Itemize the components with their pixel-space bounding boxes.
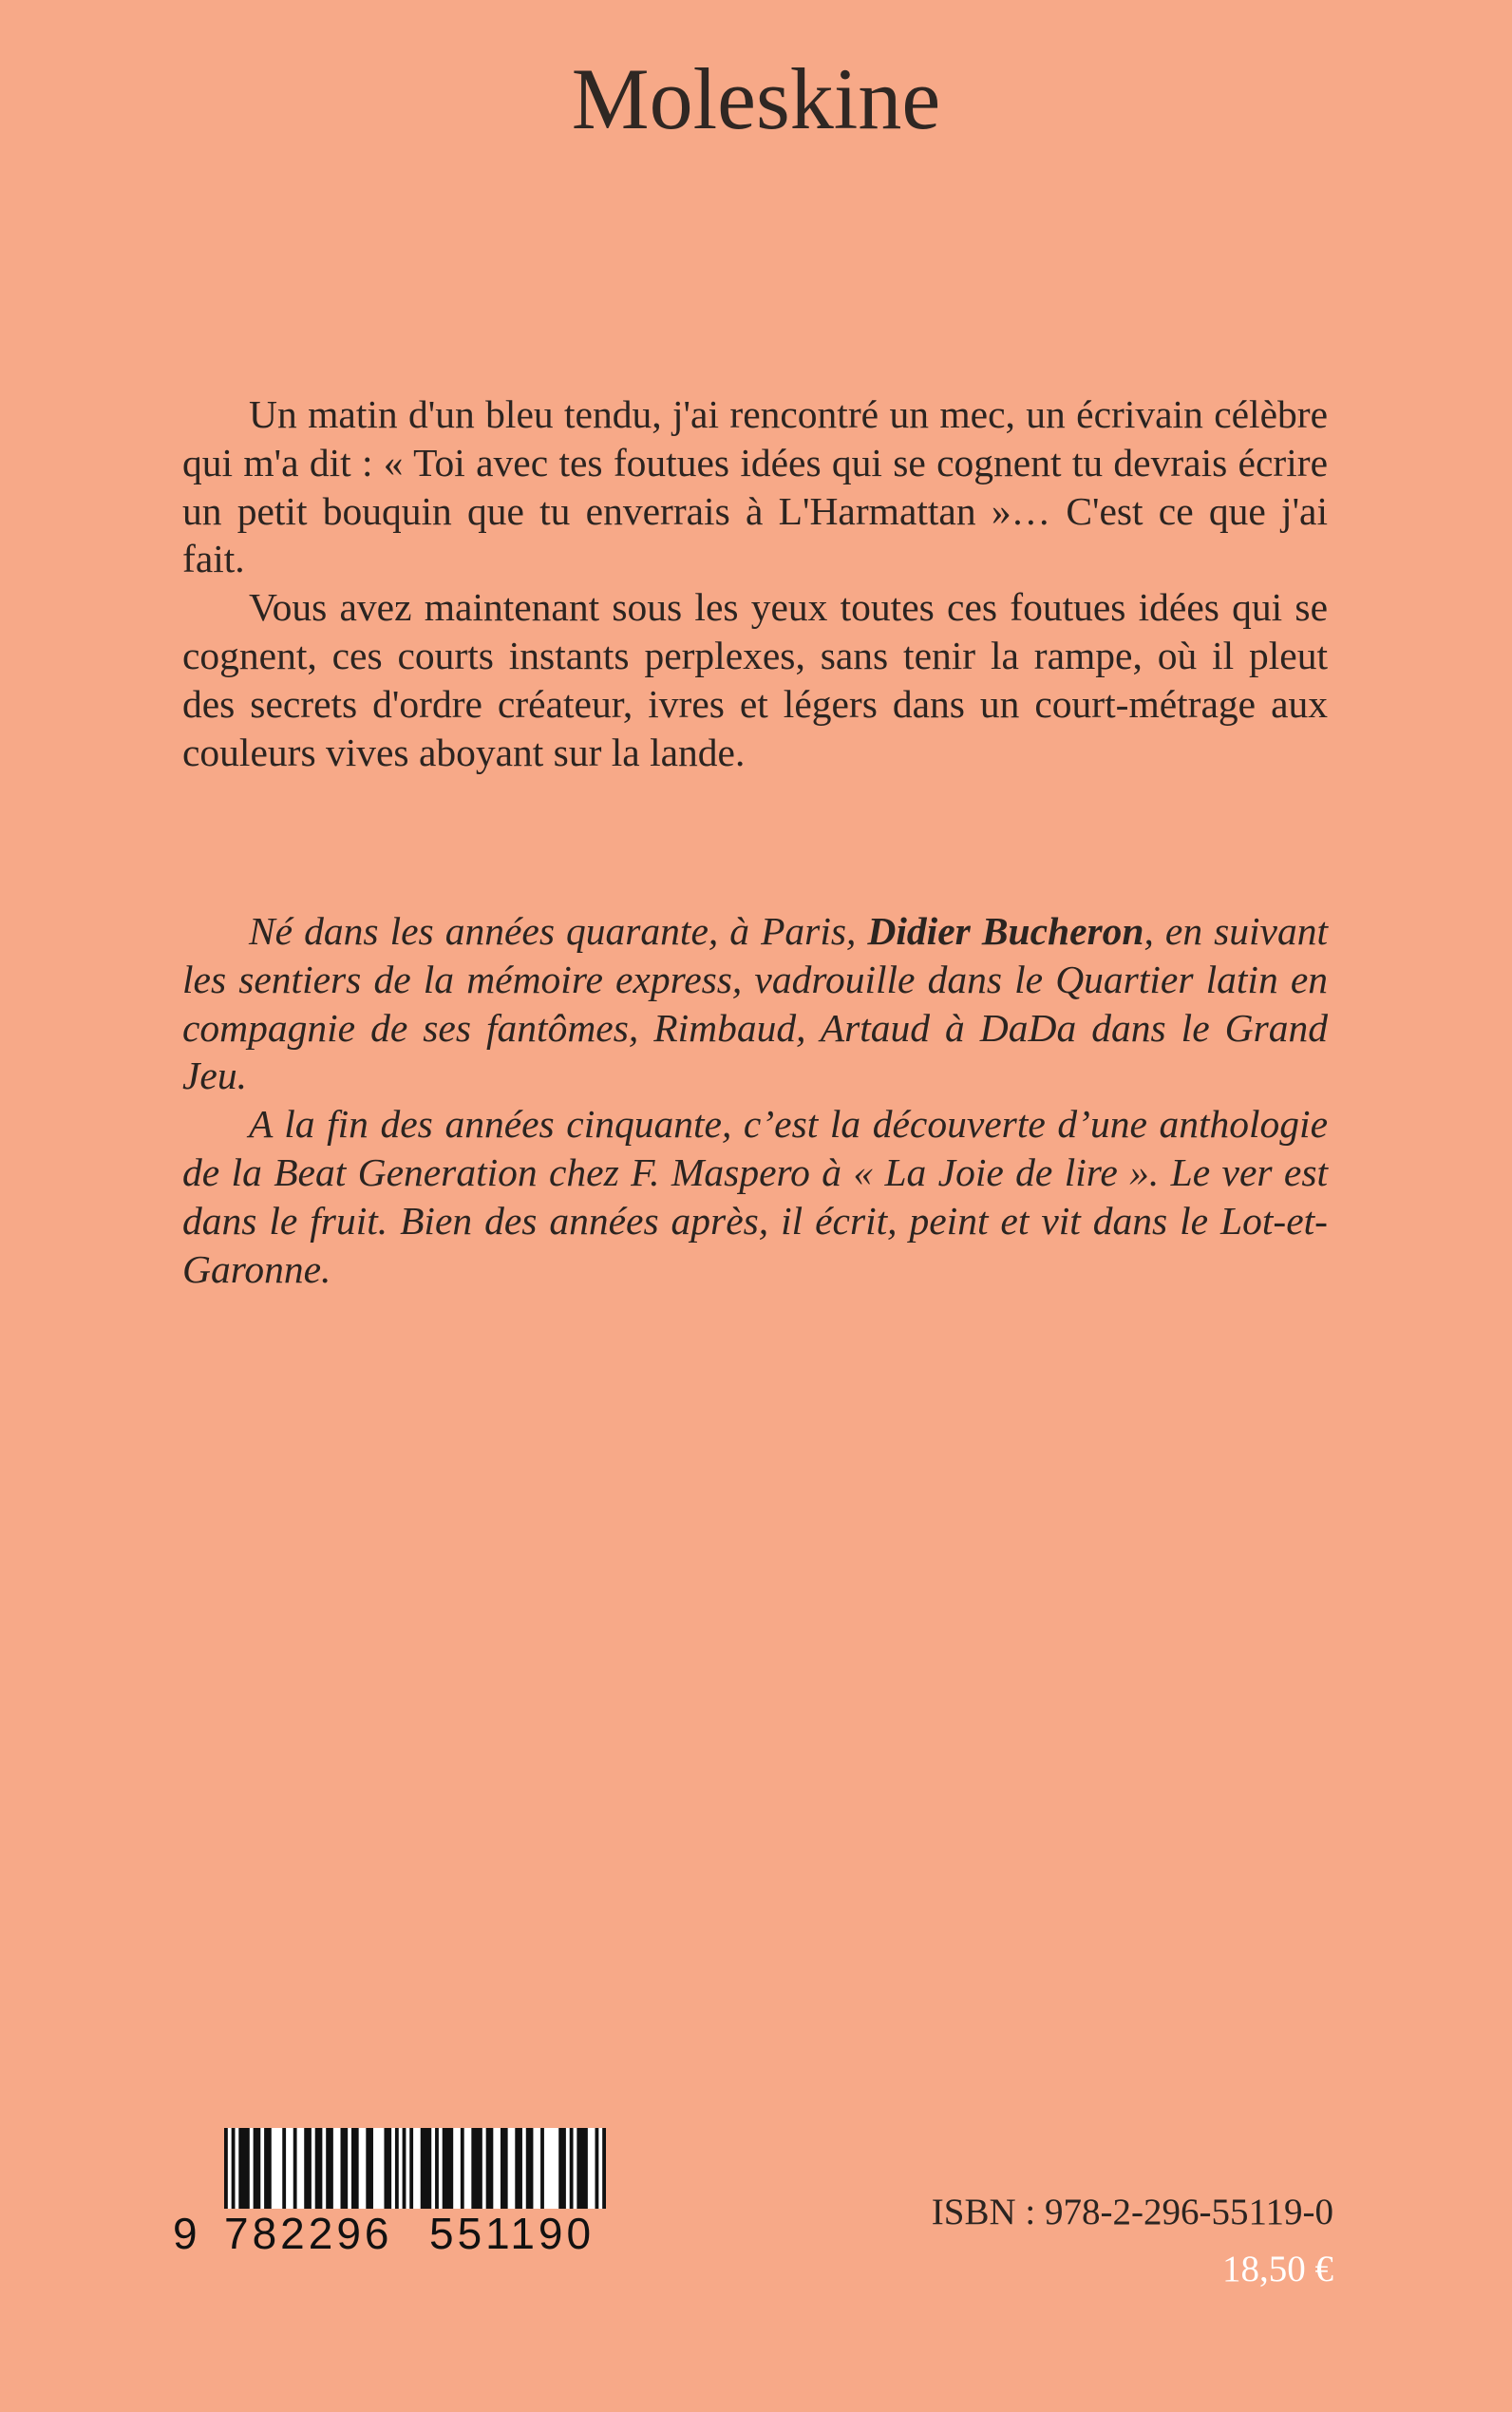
barcode-left-group: 782296 (224, 2209, 393, 2258)
isbn-number: ISBN : 978-2-296-55119-0 (931, 2192, 1333, 2232)
bio-paragraph-2: A la fin des années cinquante, c’est la découverte d’une anthologie de la Beat Generation chez F. Maspero à « La Joie de lire ». Le ver est dans le fruit. Bien des années après, il écrit, peint et vit dans le Lot-et-Garonne. (182, 1102, 1328, 1291)
bio-intro: Né dans les années quarante, à Paris, (249, 909, 868, 953)
barcode-right-group: 551190 (429, 2209, 595, 2258)
blurb-paragraph-2: Vous avez maintenant sous les yeux toutes ces foutues idées qui se cognent, ces courts instants perplexes, sans tenir la rampe, où il pleut des secrets d'ordre créateur, ivres et légers dans un court-métrage aux couleurs vives aboyant sur la lande. (182, 585, 1328, 774)
bio-paragraph-1 (182, 907, 1328, 1100)
book-blurb (182, 390, 1328, 776)
bio-intro-cont: , en suivant les sentiers de la mémoire express, vadrouille dans le Quartier latin en compagnie de ses fantômes, Rimbaud, Artaud à DaDa dans le Grand Jeu. (182, 909, 1328, 1098)
book-title: Moleskine (571, 50, 941, 147)
barcode-digits (173, 2206, 610, 2261)
price: 18,50 € (1222, 2249, 1333, 2289)
barcode-lead-digit: 9 (173, 2209, 198, 2258)
author-name: Didier Bucheron (867, 909, 1144, 953)
barcode-icon (224, 2128, 606, 2209)
blurb-paragraph-1: Un matin d'un bleu tendu, j'ai rencontré un mec, un écrivain célèbre qui m'a dit : « Toi avec tes foutues idées qui se cognent tu devrais écrire un petit bouquin que tu enverrais à L'Harmattan »… C'est ce que j'ai fait. (182, 392, 1328, 581)
author-bio (182, 907, 1328, 1293)
